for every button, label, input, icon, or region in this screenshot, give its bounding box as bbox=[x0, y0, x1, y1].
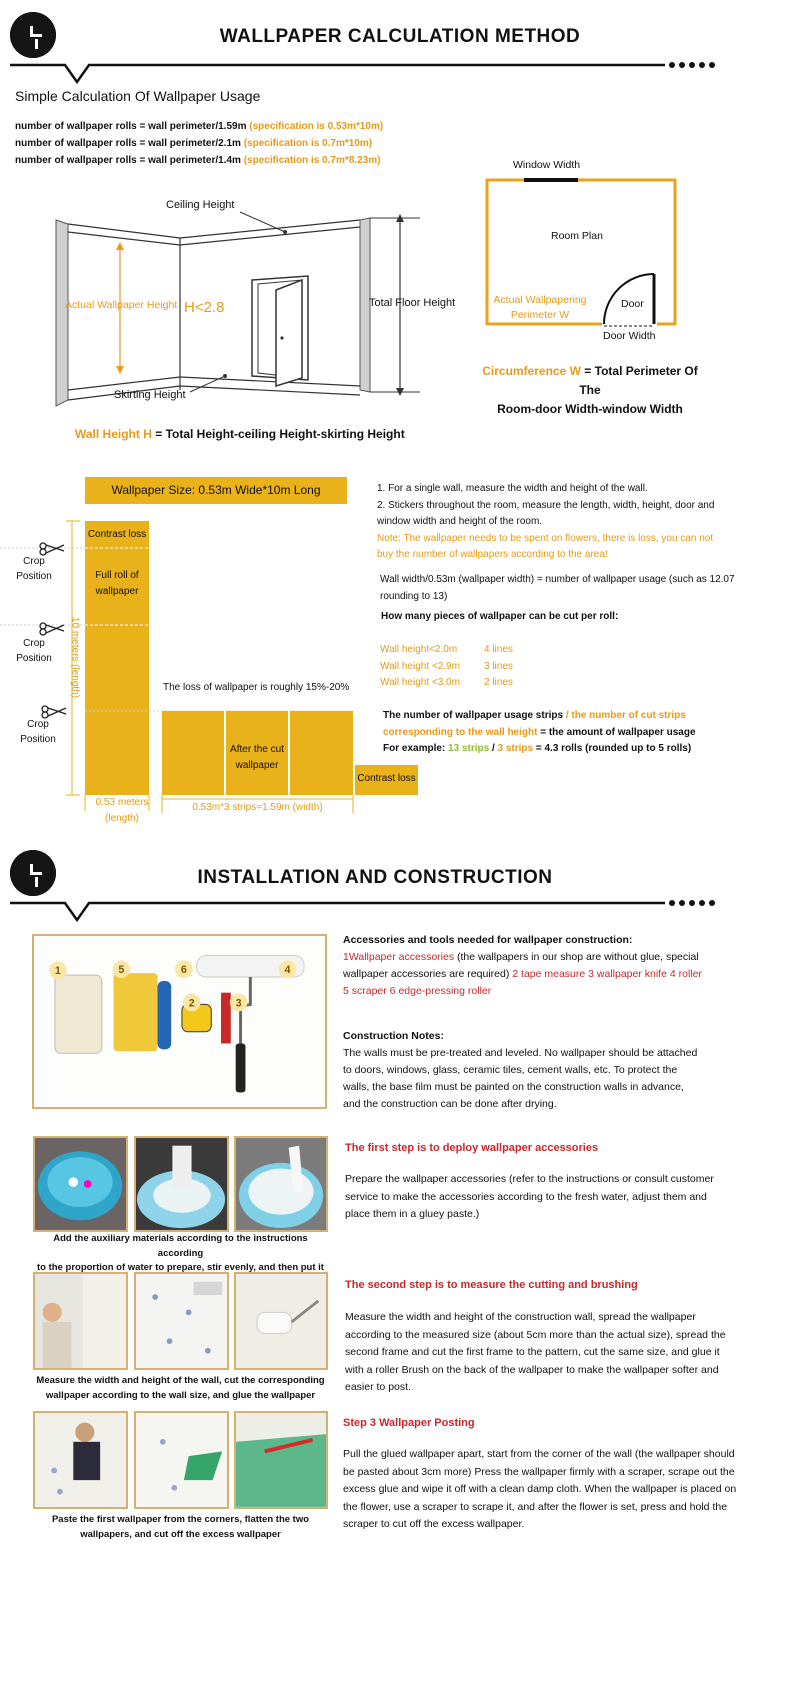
example-d: 3 strips bbox=[497, 743, 534, 754]
formula-text: number of wallpaper rolls = wall perimeter/2.1m bbox=[15, 138, 241, 149]
height-lines: 4 lines bbox=[484, 644, 513, 655]
step3-photo-3 bbox=[234, 1411, 328, 1509]
caption-line: wallpaper according to the wall size, and glue the wallpaper bbox=[45, 1389, 316, 1401]
example-e: = 4.3 rolls (rounded up to 5 rolls) bbox=[535, 743, 692, 754]
step2-photo-1 bbox=[33, 1272, 128, 1370]
actual-perimeter-label bbox=[490, 293, 590, 323]
usage-line2: rounding to 13) bbox=[380, 590, 448, 602]
note-warning-line2: buy the number of wallpapers according to the area! bbox=[377, 549, 608, 560]
step-line: be pasted about 3cm more) Press the wallpaper firmly with a scraper, scrape out the bbox=[343, 1465, 735, 1478]
caption-line: Paste the first wallpaper from the corners, flatten the two bbox=[51, 1514, 310, 1525]
contrast-loss-label: Contrast loss bbox=[87, 529, 147, 540]
step-line: with a roller Brush on the back of the wallpaper to make the wallpaper softer and bbox=[345, 1363, 719, 1376]
tools-e: 5 scraper 6 edge-pressing roller bbox=[343, 985, 492, 997]
wall-height-label: Wall Height H bbox=[75, 427, 152, 441]
roll-width-line2: (length) bbox=[105, 813, 139, 824]
example-b: 13 strips bbox=[448, 743, 490, 754]
notes-line: and the construction can be done after drying. bbox=[343, 1098, 557, 1110]
step-line: second frame and cut the first frame to the pattern, cut the same size, and glue it bbox=[345, 1346, 720, 1358]
example-c: / bbox=[491, 743, 495, 754]
loss-note: The loss of wallpaper is roughly 15%-20% bbox=[163, 682, 350, 693]
step-line: according to the measured size (about 5cm more than the actual size), spread the bbox=[345, 1328, 726, 1341]
step3-text bbox=[343, 1446, 783, 1534]
tools-illustration bbox=[34, 936, 325, 1107]
caption-line: Measure the width and height of the wall, cut the corresponding bbox=[36, 1375, 325, 1386]
step1-text bbox=[345, 1171, 755, 1224]
step1-photo-3 bbox=[234, 1136, 328, 1232]
height-row bbox=[380, 659, 513, 676]
wall-height-formula bbox=[75, 427, 405, 441]
step-line: easier to post. bbox=[345, 1381, 411, 1393]
step-line: scraper to cut off the excess wallpaper. bbox=[343, 1518, 525, 1530]
note-warning-line1: Note: The wallpaper needs to be spent on flowers, there is loss, you can not bbox=[377, 532, 714, 544]
height-label: Wall height <2.9m bbox=[380, 660, 460, 672]
step1-photo-1 bbox=[33, 1136, 128, 1232]
tool-number: 3 bbox=[235, 997, 242, 1010]
step1-photo-2 bbox=[134, 1136, 229, 1232]
step2-photo-3 bbox=[234, 1272, 328, 1370]
height-lines: 2 lines bbox=[484, 677, 513, 688]
example-a: For example: bbox=[383, 743, 446, 754]
strips-d: = the amount of wallpaper usage bbox=[540, 726, 696, 738]
caption-line: to the proportion of water to prepare, stir evenly, and then put it bbox=[37, 1262, 324, 1273]
step2-title: The second step is to measure the cutting and brushing bbox=[345, 1279, 638, 1291]
after-cut-line2: wallpaper bbox=[235, 760, 279, 771]
after-cut-line1: After the cut bbox=[230, 744, 284, 755]
tool-number: 4 bbox=[284, 964, 291, 977]
step-line: Measure the width and height of the construction wall, spread the wallpaper bbox=[345, 1311, 696, 1323]
crop-line2: Position bbox=[16, 571, 52, 582]
circumference-text: = Total Perimeter Of The bbox=[579, 364, 698, 397]
formula-row bbox=[15, 152, 383, 169]
tools-a: 1Wallpaper accessories bbox=[343, 951, 455, 963]
crop-position-2 bbox=[14, 636, 54, 666]
skirting-height-label: Skirting Height bbox=[114, 389, 186, 401]
formula-spec: (specification is 0.7m*8.23m) bbox=[243, 155, 381, 166]
strips-b: / the number of cut strips bbox=[565, 710, 686, 721]
calculation-notes bbox=[377, 481, 797, 564]
step-line: excess glue and wipe it off with a clean damp cloth. When the wallpaper is placed on bbox=[343, 1483, 737, 1495]
roll-width-label bbox=[85, 795, 159, 827]
height-row bbox=[380, 675, 513, 692]
circumference-label: Circumference W bbox=[482, 364, 581, 378]
step3-caption bbox=[33, 1513, 328, 1542]
crop-line1: Crop bbox=[27, 719, 49, 730]
room-plan-label: Room Plan bbox=[551, 230, 603, 242]
step2-caption bbox=[33, 1374, 328, 1403]
notes-line: to doors, windows, glass, ceramic tiles, cement walls, etc. To protect the bbox=[343, 1064, 678, 1076]
height-label: Wall height <3.0m bbox=[380, 677, 460, 688]
tools-heading: Accessories and tools needed for wallpaper construction: bbox=[343, 934, 633, 946]
tool-number: 1 bbox=[54, 965, 61, 978]
full-roll-label bbox=[85, 568, 149, 600]
step3-photo-2 bbox=[134, 1411, 229, 1509]
formula-text: number of wallpaper rolls = wall perimeter/1.4m bbox=[15, 155, 241, 166]
tool-number: 6 bbox=[180, 964, 187, 977]
strips-formula bbox=[383, 708, 783, 758]
step2-photo-2 bbox=[134, 1272, 229, 1370]
door-width-label: Door Width bbox=[603, 330, 656, 342]
height-lines-table bbox=[380, 642, 513, 692]
pieces-heading: How many pieces of wallpaper can be cut per roll: bbox=[381, 611, 619, 622]
caption-line: wallpapers, and cut off the excess wallpaper bbox=[80, 1528, 281, 1540]
tools-d: 2 tape measure 3 wallpaper knife 4 roller bbox=[512, 968, 702, 980]
tools-c: wallpaper accessories are required) bbox=[343, 968, 510, 980]
height-label: Wall height<2.0m bbox=[380, 644, 458, 655]
step-line: the flower, use a scraper to scrape it, and after the flower is set, press and hold the bbox=[343, 1500, 728, 1513]
strips-a: The number of wallpaper usage strips bbox=[383, 710, 564, 721]
full-roll-line2: wallpaper bbox=[95, 586, 139, 597]
strips-width-label: 0.53m*3 strips=1.59m (width) bbox=[192, 802, 323, 813]
section-title-installation: INSTALLATION AND CONSTRUCTION bbox=[197, 867, 553, 888]
length-label: 10 meters (length) bbox=[69, 616, 81, 699]
after-cut-label bbox=[226, 742, 288, 774]
note-item-1: 1. For a single wall, measure the width and height of the wall. bbox=[377, 483, 648, 494]
header-rule bbox=[10, 62, 730, 86]
tools-b: (the wallpapers in our shop are without glue, special bbox=[457, 951, 699, 963]
contrast-loss-label-2: Contrast loss bbox=[357, 773, 416, 784]
formula-spec: (specification is 0.53m*10m) bbox=[249, 121, 384, 132]
wallpaper-size-banner: Wallpaper Size: 0.53m Wide*10m Long bbox=[85, 477, 347, 504]
tool-number: 5 bbox=[118, 964, 125, 977]
construction-notes bbox=[343, 1028, 753, 1113]
formula-row bbox=[15, 135, 383, 152]
actual-perimeter-line1: Actual Wallpapering bbox=[493, 294, 587, 306]
crop-position-1 bbox=[14, 554, 54, 584]
formula-spec: (specification is 0.7m*10m) bbox=[243, 138, 373, 149]
note-item-2-line2: window width and height of the room. bbox=[377, 516, 543, 527]
circumference-formula bbox=[470, 362, 710, 419]
step-line: Pull the glued wallpaper apart, start from the corner of the wall (the wallpaper should bbox=[343, 1448, 735, 1460]
door-label: Door bbox=[621, 298, 644, 310]
section-title-calculation: WALLPAPER CALCULATION METHOD bbox=[219, 26, 581, 47]
notes-heading: Construction Notes: bbox=[343, 1030, 444, 1042]
roll-cut-diagram bbox=[0, 515, 440, 835]
step3-photo-1 bbox=[33, 1411, 128, 1509]
step3-title: Step 3 Wallpaper Posting bbox=[343, 1417, 475, 1429]
roll-width-line1: 0.53 meters bbox=[95, 797, 149, 808]
formula-row bbox=[15, 118, 383, 135]
tool-number: 2 bbox=[188, 997, 195, 1010]
step-line: place them in a gluey paste.) bbox=[345, 1208, 480, 1220]
height-lines: 3 lines bbox=[484, 660, 513, 672]
tools-description bbox=[343, 932, 753, 1000]
total-floor-height-label: Total Floor Height bbox=[369, 297, 456, 309]
actual-wallpaper-height-label: Actual Wallpaper Height bbox=[65, 299, 178, 311]
usage-formula bbox=[380, 572, 795, 605]
crop-line2: Position bbox=[20, 734, 56, 745]
notes-line: walls, the base film must be painted on the construction walls in advance, bbox=[343, 1081, 684, 1093]
circumference-line2: Room-door Width-window Width bbox=[497, 402, 683, 416]
strips-c: corresponding to the wall height bbox=[383, 726, 538, 738]
formula-list bbox=[15, 118, 383, 169]
tools-photo bbox=[32, 934, 327, 1109]
caption-line: Add the auxiliary materials according to the instructions according bbox=[53, 1233, 308, 1259]
usage-line1: Wall width/0.53m (wallpaper width) = number of wallpaper usage (such as 12.07 bbox=[380, 574, 735, 585]
full-roll-line1: Full roll of bbox=[95, 570, 139, 581]
crop-position-3 bbox=[18, 717, 58, 747]
step-line: Prepare the wallpaper accessories (refer to the instructions or consult customer bbox=[345, 1173, 714, 1185]
ceiling-height-label: Ceiling Height bbox=[166, 199, 235, 211]
crop-line1: Crop bbox=[23, 556, 45, 567]
section-subtitle: Simple Calculation Of Wallpaper Usage bbox=[15, 88, 261, 104]
actual-perimeter-line2: Perimeter W bbox=[510, 309, 570, 321]
step2-text bbox=[345, 1309, 765, 1397]
wall-height-text: = Total Height-ceiling Height-skirting Height bbox=[155, 427, 405, 441]
header-rule-2 bbox=[10, 900, 730, 924]
step1-title: The first step is to deploy wallpaper accessories bbox=[345, 1142, 599, 1154]
roll-cut-drawing bbox=[0, 515, 440, 835]
height-row bbox=[380, 642, 513, 659]
note-item-2-line1: 2. Stickers throughout the room, measure the length, width, height, door and bbox=[377, 499, 715, 511]
height-limit-label: H<2.8 bbox=[184, 299, 225, 316]
window-width-label: Window Width bbox=[513, 159, 581, 171]
crop-line1: Crop bbox=[23, 638, 45, 649]
notes-line: The walls must be pre-treated and leveled. No wallpaper should be attached bbox=[343, 1047, 698, 1059]
step-line: service to make the accessories according to the fresh water, adjust them and bbox=[345, 1190, 707, 1203]
formula-text: number of wallpaper rolls = wall perimeter/1.59m bbox=[15, 121, 247, 132]
crop-line2: Position bbox=[16, 653, 52, 664]
